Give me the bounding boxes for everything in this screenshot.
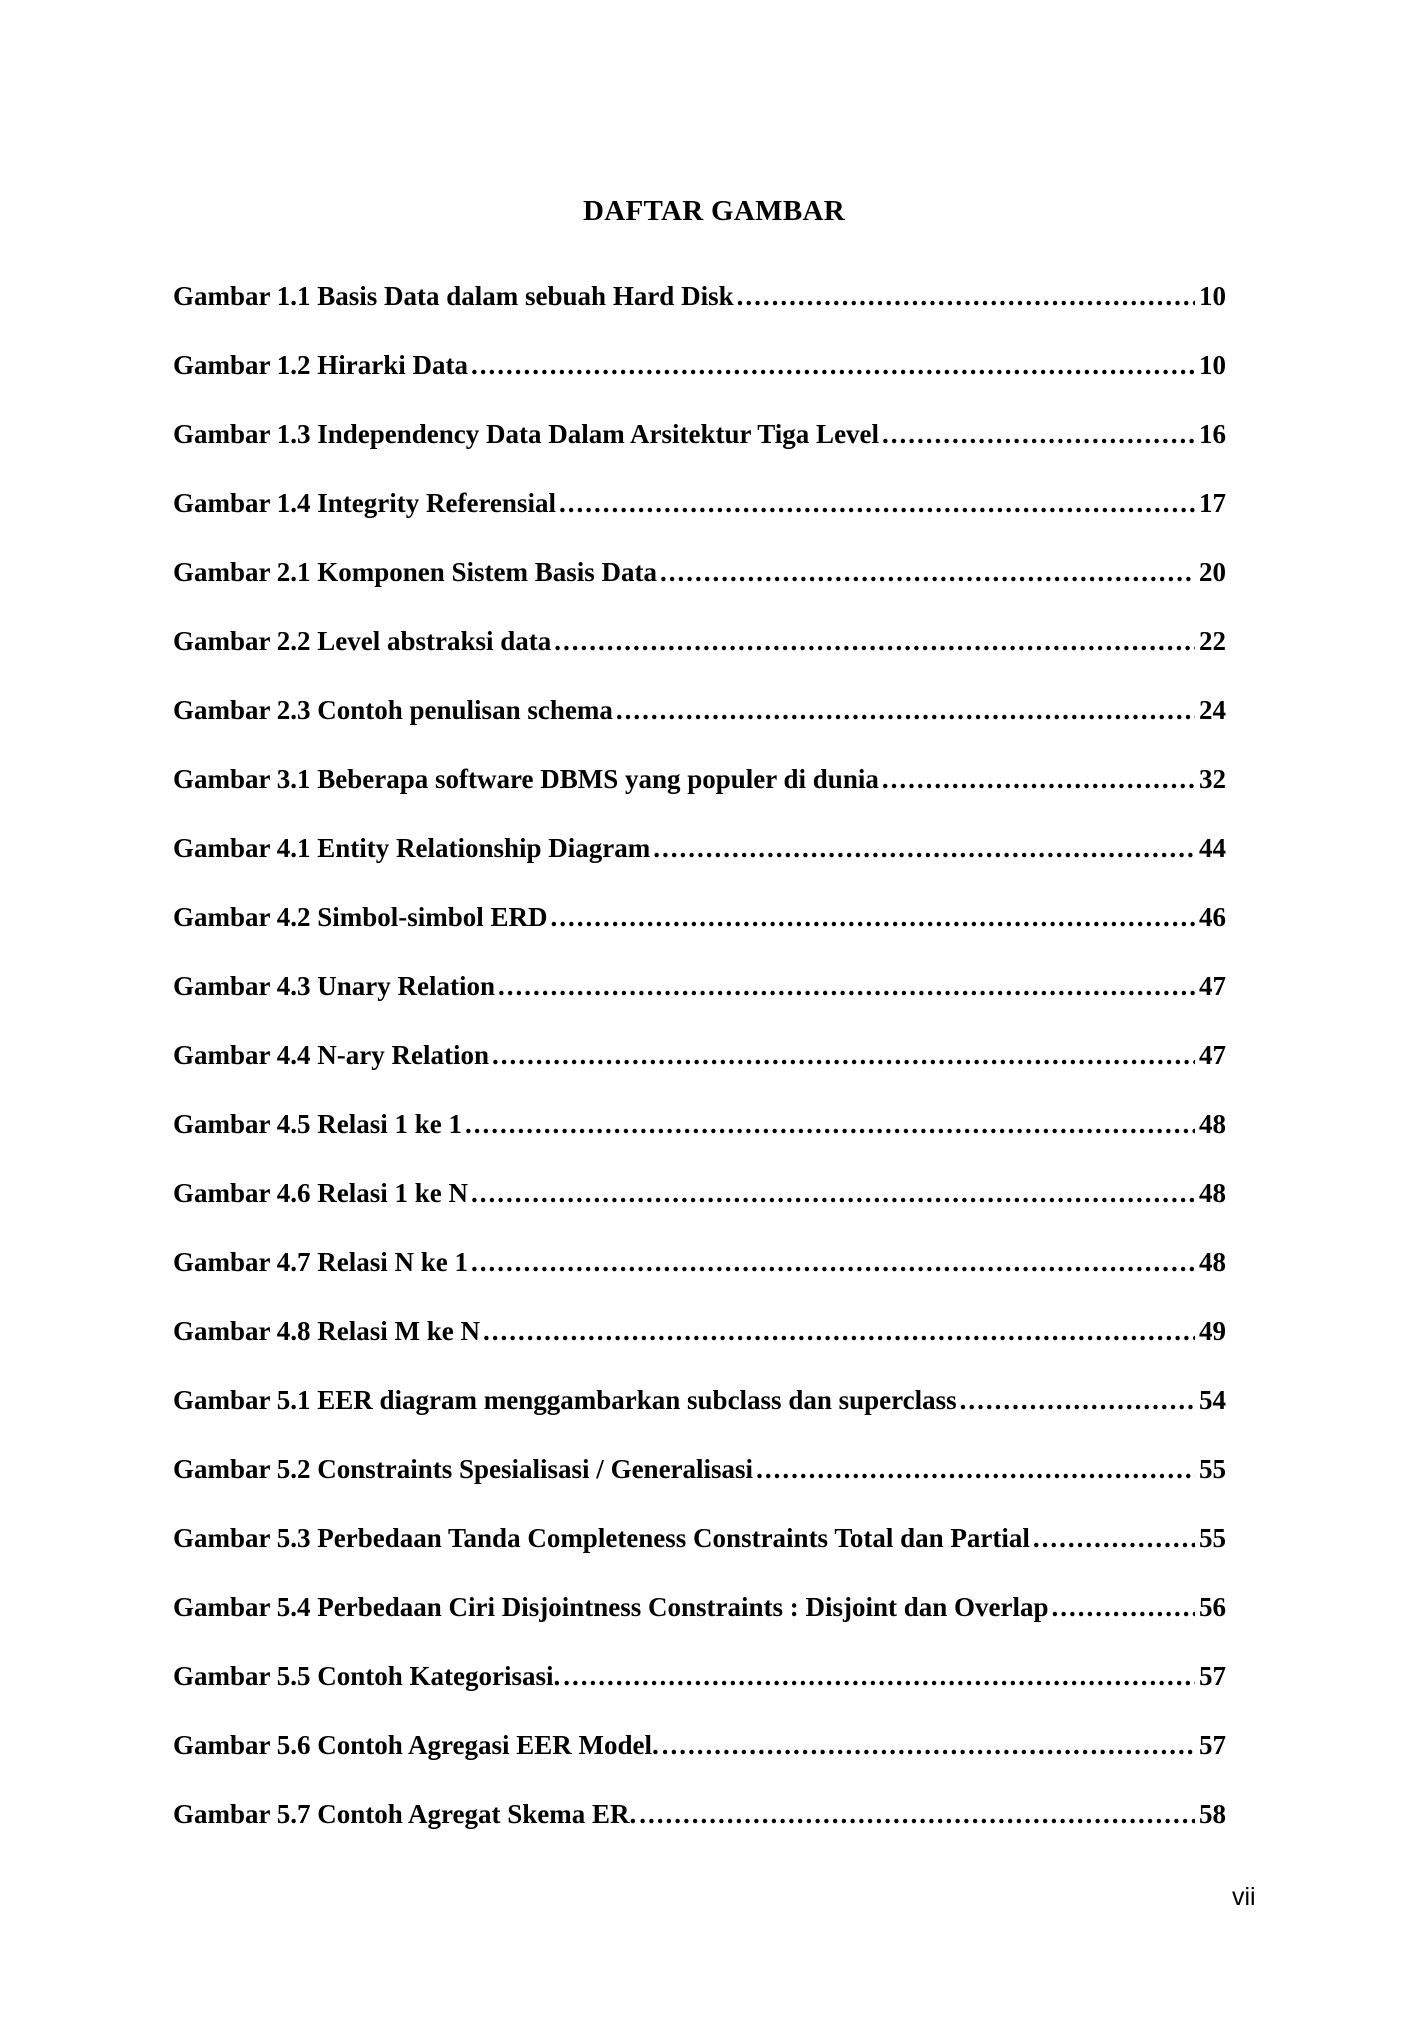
figure-entry-page: 20 (1199, 557, 1226, 587)
figure-entry-label: Gambar 5.4 Perbedaan Ciri Disjointness Constraints : Disjoint dan Overlap (173, 1592, 1049, 1622)
dot-leader (1052, 1592, 1195, 1623)
figure-entry-label: Gambar 4.5 Relasi 1 ke 1 (173, 1109, 462, 1139)
figure-entry-page: 44 (1199, 833, 1226, 863)
page-title: DAFTAR GAMBAR (583, 195, 845, 228)
dot-leader (737, 281, 1195, 312)
figure-entry-page: 49 (1199, 1316, 1226, 1346)
figure-entry-label: Gambar 4.7 Relasi N ke 1 (173, 1247, 468, 1277)
dot-leader (492, 1040, 1195, 1071)
dot-leader (551, 902, 1195, 933)
figure-list-entry[interactable] (173, 419, 1226, 488)
dot-leader (639, 1799, 1195, 1830)
figure-list-entry[interactable] (173, 1730, 1226, 1799)
dot-leader (660, 557, 1195, 588)
dot-leader (616, 695, 1195, 726)
dot-leader (465, 1109, 1195, 1140)
figure-entry-label: Gambar 5.5 Contoh Kategorisasi. (173, 1661, 561, 1691)
figure-entry-page: 55 (1199, 1454, 1226, 1484)
figure-entry-label: Gambar 5.6 Contoh Agregasi EER Model. (173, 1730, 659, 1760)
figure-entry-page: 10 (1199, 350, 1226, 380)
figure-entry-label: Gambar 3.1 Beberapa software DBMS yang populer di dunia (173, 764, 879, 794)
figure-entry-page: 56 (1199, 1592, 1226, 1622)
figure-list-entry[interactable] (173, 1799, 1226, 1868)
dot-leader (559, 488, 1195, 519)
figure-entry-page: 57 (1199, 1730, 1226, 1760)
figure-entry-page: 16 (1199, 419, 1226, 449)
figure-list-entry[interactable] (173, 902, 1226, 971)
figure-entry-page: 48 (1199, 1178, 1226, 1208)
figure-list-entry[interactable] (173, 1109, 1226, 1178)
dot-leader (554, 626, 1195, 657)
figure-entry-page: 17 (1199, 488, 1226, 518)
dot-leader (960, 1385, 1195, 1416)
figure-list-entry[interactable] (173, 833, 1226, 902)
figure-list-entry[interactable] (173, 1178, 1226, 1247)
figure-entry-page: 47 (1199, 1040, 1226, 1070)
dot-leader (471, 1178, 1195, 1209)
figure-list-entry[interactable] (173, 1523, 1226, 1592)
figure-entry-label: Gambar 4.1 Entity Relationship Diagram (173, 833, 651, 863)
figure-entry-page: 57 (1199, 1661, 1226, 1691)
dot-leader (471, 1247, 1195, 1278)
dot-leader (471, 350, 1195, 381)
figure-entry-page: 24 (1199, 695, 1226, 725)
figure-list-entry[interactable] (173, 1385, 1226, 1454)
dot-leader (756, 1454, 1195, 1485)
figure-entry-page: 47 (1199, 971, 1226, 1001)
figure-list-entry[interactable] (173, 488, 1226, 557)
figure-list-entry[interactable] (173, 1454, 1226, 1523)
figure-entry-label: Gambar 2.2 Level abstraksi data (173, 626, 552, 656)
figure-list-entry[interactable] (173, 1661, 1226, 1730)
figure-list-entry[interactable] (173, 695, 1226, 764)
figure-entry-label: Gambar 1.3 Independency Data Dalam Arsitektur Tiga Level (173, 419, 880, 449)
figure-list-entry[interactable] (173, 1040, 1226, 1109)
figure-entry-label: Gambar 4.6 Relasi 1 ke N (173, 1178, 468, 1208)
page-number: vii (1232, 1883, 1256, 1911)
dot-leader (483, 1316, 1195, 1347)
figure-list-entry[interactable] (173, 350, 1226, 419)
figure-entry-label: Gambar 1.2 Hirarki Data (173, 350, 468, 380)
figure-entry-page: 22 (1199, 626, 1226, 656)
figure-entry-label: Gambar 2.3 Contoh penulisan schema (173, 695, 613, 725)
figure-entry-page: 48 (1199, 1247, 1226, 1277)
figure-list-entry[interactable] (173, 1316, 1226, 1385)
figure-list-entry[interactable] (173, 626, 1226, 695)
figure-entry-label: Gambar 4.3 Unary Relation (173, 971, 495, 1001)
figure-list-entry[interactable] (173, 281, 1226, 350)
figure-entry-label: Gambar 1.1 Basis Data dalam sebuah Hard Disk (173, 281, 734, 311)
figure-entry-label: Gambar 4.2 Simbol-simbol ERD (173, 902, 548, 932)
dot-leader (882, 764, 1195, 795)
figure-entry-page: 10 (1199, 281, 1226, 311)
figure-entry-page: 55 (1199, 1523, 1226, 1553)
figure-entry-page: 32 (1199, 764, 1226, 794)
figure-list-entry[interactable] (173, 971, 1226, 1040)
dot-leader (1033, 1523, 1195, 1554)
figure-entry-label: Gambar 2.1 Komponen Sistem Basis Data (173, 557, 658, 587)
figure-entry-label: Gambar 4.8 Relasi M ke N (173, 1316, 480, 1346)
figure-entry-label: Gambar 1.4 Integrity Referensial (173, 488, 556, 518)
figure-entry-page: 54 (1199, 1385, 1226, 1415)
figure-entry-page: 46 (1199, 902, 1226, 932)
figure-entry-page: 48 (1199, 1109, 1226, 1139)
figure-entry-label: Gambar 5.2 Constraints Spesialisasi / Generalisasi (173, 1454, 754, 1484)
figure-list-entry[interactable] (173, 557, 1226, 626)
dot-leader (653, 833, 1195, 864)
figure-entry-label: Gambar 4.4 N-ary Relation (173, 1040, 489, 1070)
figure-entry-label: Gambar 5.1 EER diagram menggambarkan subclass dan superclass (173, 1385, 957, 1415)
dot-leader (498, 971, 1195, 1002)
dot-leader (882, 419, 1195, 450)
figure-list-entry[interactable] (173, 764, 1226, 833)
dot-leader (662, 1730, 1195, 1761)
figure-entry-label: Gambar 5.3 Perbedaan Tanda Completeness Constraints Total dan Partial (173, 1523, 1030, 1553)
dot-leader (563, 1661, 1195, 1692)
figure-list (173, 281, 1226, 1868)
figure-entry-page: 58 (1199, 1799, 1226, 1829)
figure-list-entry[interactable] (173, 1592, 1226, 1661)
figure-list-entry[interactable] (173, 1247, 1226, 1316)
figure-entry-label: Gambar 5.7 Contoh Agregat Skema ER. (173, 1799, 637, 1829)
